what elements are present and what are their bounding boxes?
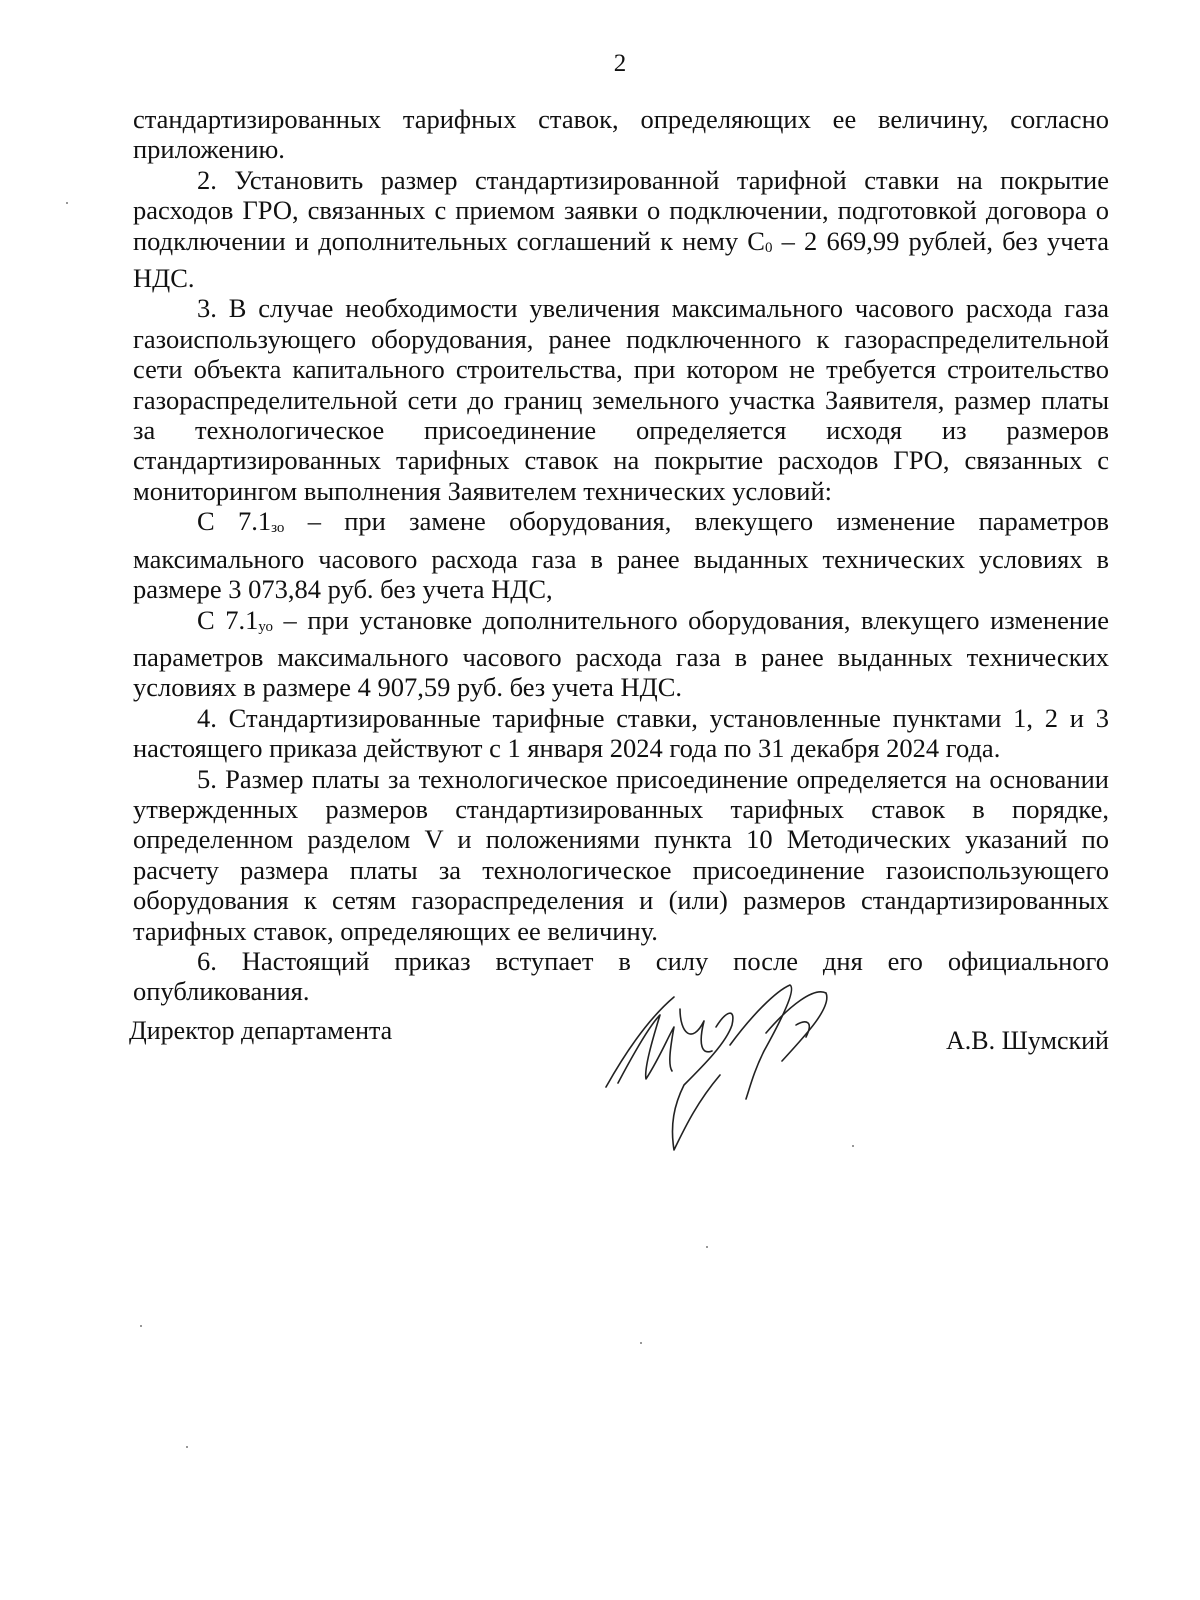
paragraph-4: 4. Стандартизированные тарифные ставки, установленные пунктами 1, 2 и 3 настоящего приказа действуют с 1 января 2024 года по 31 декабря 2024 года.	[133, 702, 1109, 764]
formula-c71-yo-subscript: уо	[258, 618, 273, 635]
paragraph-1-continuation: стандартизированных тарифных ставок, определяющих ее величину, согласно приложению.	[133, 104, 1109, 165]
paragraph-6: 6. Настоящий приказ вступает в силу после дня его официального опубликования.	[133, 945, 1109, 1007]
paragraph-5: 5. Размер платы за технологическое присоединение определяется на основании утвержденных размеров стандартизированных тарифных ставок в порядке, определенном разделом V и положениями пункта 10 Методических указаний по расчету размера платы за технологическое присоединение газоиспользующего оборудования к сетям газораспределения и (или) размеров стандартизированных тарифных ставок, определяющих ее величину.	[133, 763, 1109, 946]
page-number: 2	[613, 50, 627, 77]
signatory-position: Директор департамента	[129, 1016, 393, 1045]
paragraph-3: 3. В случае необходимости увеличения максимального часового расхода газа газоиспользующего оборудования, ранее подключенного к газораспределительной сети объекта капитального строительства, при котором не требуется строительство газораспределительной сети до границ земельного участка Заявителя, размер платы за технологическое присоединение определяется исходя из размеров стандартизированных тарифных ставок на покрытие расходов ГРО, связанных с мониторингом выполнения Заявителем технических условий:	[133, 293, 1109, 506]
document-body	[133, 104, 1109, 1007]
scan-speck	[852, 1145, 854, 1147]
paragraph-2-text: 2. Установить размер стандартизированной тарифной ставки на покрытие расходов ГРО, связанных с приемом заявки о подключении, подготовкой договора о подключении и дополнительных соглашений к нему С	[133, 164, 1109, 256]
formula-c71-yo-text: – при установке дополнительного оборудования, влекущего изменение параметров максимального часового расхода газа в ранее выданных технических условиях в размере 4 907,59 руб. без учета НДС.	[133, 604, 1109, 703]
formula-c71-zo-prefix: С 7.1	[197, 506, 272, 537]
scan-speck	[66, 202, 68, 204]
formula-c71-yo-prefix: С 7.1	[197, 604, 259, 635]
formula-c71-zo-text: – при замене оборудования, влекущего изменение параметров максимального часового расхода газа в ранее выданных технических условиях в размере 3 073,84 руб. без учета НДС,	[133, 506, 1109, 605]
scan-speck	[186, 1446, 188, 1448]
formula-c71-zo-subscript: зо	[271, 520, 285, 537]
paragraph-2	[133, 165, 1109, 294]
signatory-name: А.В. Шумский	[946, 1026, 1109, 1055]
scan-speck	[640, 1342, 642, 1344]
scan-speck	[706, 1246, 708, 1248]
paragraph-2-tail: – 2 669,99 рублей, без учета НДС.	[133, 225, 1109, 294]
scan-speck	[140, 1325, 142, 1327]
formula-c71-yo	[133, 605, 1109, 703]
formula-c71-zo	[133, 506, 1109, 604]
tariff-c0-subscript: 0	[764, 239, 773, 256]
